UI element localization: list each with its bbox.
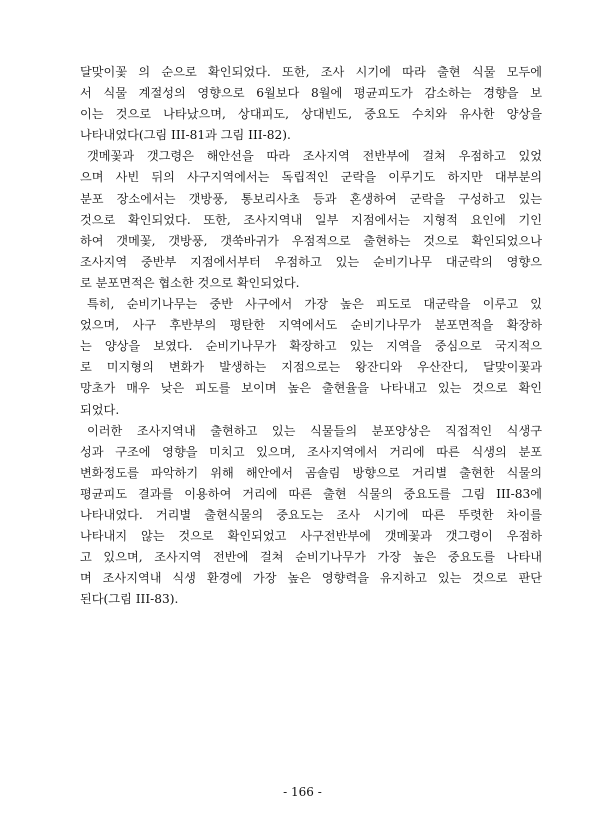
text-line: 나타내었다(그림 III-81과 그림 III-82). <box>80 128 291 143</box>
text-line: 하여 갯메꽃, 갯방풍, 갯쑥바귀가 우점적으로 출현하는 것으로 확인되었으나 <box>80 233 542 248</box>
text-line: 분포 장소에서는 갯방풍, 통보리사초 등과 혼생하여 군락을 구성하고 있는 <box>80 191 542 206</box>
text-line: 성과 구조에 영향을 미치고 있으며, 조사지역에서 거리에 따른 식생의 분포 <box>80 444 542 459</box>
text-line: 는 양상을 보였다. 순비기나무가 확장하고 있는 지역을 중심으로 국지적으 <box>80 339 542 354</box>
body-text <box>80 62 542 610</box>
text-line: 며 조사지역내 식생 환경에 가장 높은 영향력을 유지하고 있는 것으로 판단 <box>80 571 542 586</box>
text-line: 특히, 순비기나무는 중반 사구에서 가장 높은 피도로 대군락을 이루고 있 <box>87 297 542 312</box>
text-line: 망초가 매우 낮은 피도를 보이며 높은 출현율을 나타내고 있는 것으로 확인 <box>80 381 542 396</box>
text-line: 이러한 조사지역내 출현하고 있는 식물들의 분포양상은 직접적인 식생구 <box>87 423 542 438</box>
text-line: 평균피도 결과를 이용하여 거리에 따른 출현 식물의 중요도를 그림 III-83에 <box>80 486 542 501</box>
text-line: 달맞이꽃 의 순으로 확인되었다. 또한, 조사 시기에 따라 출현 식물 모두에 <box>80 65 542 79</box>
paragraph-2 <box>80 146 542 294</box>
paragraph-3 <box>80 294 542 421</box>
page-number: - 166 - <box>283 785 322 799</box>
text-line: 로 미지형의 변화가 발생하는 지점으로는 왕잔디와 우산잔디, 달맞이꽃과 <box>80 360 542 375</box>
paragraph-1 <box>80 62 542 146</box>
text-line: 변화정도를 파악하기 위해 해안에서 곰솔림 방향으로 거리별 출현한 식물의 <box>80 465 542 480</box>
text-line: 조사지역 중반부 지점에서부터 우점하고 있는 순비기나무 대군락의 영향으 <box>80 254 542 269</box>
text-line: 이는 것으로 나타났으며, 상대피도, 상대빈도, 중요도 수치와 유사한 양상을 <box>80 107 542 122</box>
paragraph-4 <box>80 421 542 611</box>
text-line: 으며 사빈 뒤의 사구지역에서는 독립적인 군락을 이루기도 하지만 대부분의 <box>80 170 542 185</box>
text-line: 로 분포면적은 협소한 것으로 확인되었다. <box>80 275 300 290</box>
text-line: 된다(그림 III-83). <box>80 592 179 607</box>
text-line: 나타내지 않는 것으로 확인되었고 사구전반부에 갯메꽃과 갯그령이 우점하 <box>80 529 542 544</box>
text-line: 갯메꽃과 갯그령은 해안선을 따라 조사지역 전반부에 걸쳐 우점하고 있었 <box>87 149 542 164</box>
text-line: 었으며, 사구 후반부의 평탄한 지역에서도 순비기나무가 분포면적을 확장하 <box>80 318 542 333</box>
text-line: 서 식물 계절성의 영향으로 6월보다 8월에 평균피도가 감소하는 경향을 보 <box>80 86 542 101</box>
text-line: 고 있으며, 조사지역 전반에 걸쳐 순비기나무가 가장 높은 중요도를 나타내 <box>80 550 542 565</box>
text-line: 되었다. <box>80 402 120 417</box>
text-line: 나타내었다. 거리별 출현식물의 중요도는 조사 시기에 따른 뚜렷한 차이를 <box>80 507 542 522</box>
text-line: 것으로 확인되었다. 또한, 조사지역내 일부 지점에서는 지형적 요인에 기인 <box>80 212 542 227</box>
